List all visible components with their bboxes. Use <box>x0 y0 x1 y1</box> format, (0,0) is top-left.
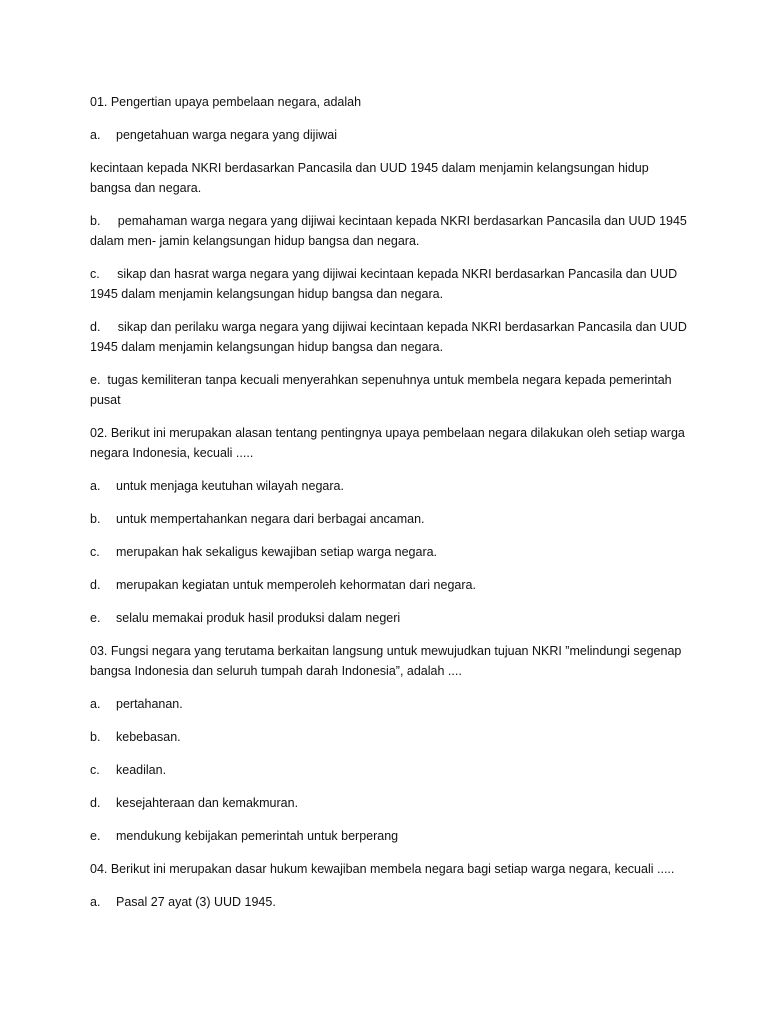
document-page <box>90 92 690 925</box>
option-label: c. <box>90 763 100 777</box>
option-text: mendukung kebijakan pemerintah untuk berperang <box>116 829 399 843</box>
option-label: b. <box>90 730 101 744</box>
question-1-option-e: e. tugas kemiliteran tanpa kecuali menyerahkan sepenuhnya untuk membela negara kepada pemerintah pusat <box>90 373 676 407</box>
option-label: a. <box>90 895 101 909</box>
option-label: e. <box>90 829 101 843</box>
option-label: c. <box>90 545 100 559</box>
question-3-option-b <box>90 727 690 747</box>
option-label: d. <box>90 578 101 592</box>
option-text: selalu memakai produk hasil produksi dalam negeri <box>116 611 401 625</box>
option-text: pengetahuan warga negara yang dijiwai <box>116 128 337 142</box>
question-1-option-a <box>90 125 690 145</box>
option-text: merupakan kegiatan untuk memperoleh kehormatan dari negara. <box>116 578 476 592</box>
option-label: d. <box>90 796 101 810</box>
question-1-option-b: b. pemahaman warga negara yang dijiwai kecintaan kepada NKRI berdasarkan Pancasila dan UUD 1945 dalam men- jamin kelangsungan hidup bangsa dan negara. <box>90 214 691 248</box>
option-text: untuk menjaga keutuhan wilayah negara. <box>116 479 344 493</box>
question-3-option-c <box>90 760 690 780</box>
question-3-stem: 03. Fungsi negara yang terutama berkaitan langsung untuk mewujudkan tujuan NKRI ”melindungi segenap bangsa Indonesia dan seluruh tumpah darah Indonesia”, adalah .... <box>90 644 682 678</box>
question-1-stem: 01. Pengertian upaya pembelaan negara, adalah <box>90 95 362 109</box>
question-2-stem: 02. Berikut ini merupakan alasan tentang pentingnya upaya pembelaan negara dilakukan oleh setiap warga negara Indonesia, kecuali ..... <box>90 426 685 460</box>
option-label: a. <box>90 697 101 711</box>
question-4-stem: 04. Berikut ini merupakan dasar hukum kewajiban membela negara bagi setiap warga negara, kecuali ..... <box>90 862 675 876</box>
option-label: e. <box>90 611 101 625</box>
question-3-option-e <box>90 826 690 846</box>
question-2-option-b <box>90 509 690 529</box>
option-text: Pasal 27 ayat (3) UUD 1945. <box>116 895 276 909</box>
option-label: a. <box>90 479 101 493</box>
question-3-option-a <box>90 694 690 714</box>
option-text: kebebasan. <box>116 730 181 744</box>
question-2-option-e <box>90 608 690 628</box>
question-1-option-d: d. sikap dan perilaku warga negara yang dijiwai kecintaan kepada NKRI berdasarkan Pancasila dan UUD 1945 dalam menjamin kelangsungan hidup bangsa dan negara. <box>90 320 691 354</box>
question-2-option-d <box>90 575 690 595</box>
option-text: kesejahteraan dan kemakmuran. <box>116 796 299 810</box>
option-text: merupakan hak sekaligus kewajiban setiap warga negara. <box>116 545 438 559</box>
option-text: untuk mempertahankan negara dari berbagai ancaman. <box>116 512 425 526</box>
option-text: pertahanan. <box>116 697 183 711</box>
question-2-option-c <box>90 542 690 562</box>
question-1-option-a-continuation: kecintaan kepada NKRI berdasarkan Pancasila dan UUD 1945 dalam menjamin kelangsungan hidup bangsa dan negara. <box>90 161 649 195</box>
question-3-option-d <box>90 793 690 813</box>
option-text: keadilan. <box>116 763 167 777</box>
option-label: b. <box>90 512 101 526</box>
question-1-option-c: c. sikap dan hasrat warga negara yang dijiwai kecintaan kepada NKRI berdasarkan Pancasila dan UUD 1945 dalam menjamin kelangsungan hidup bangsa dan negara. <box>90 267 681 301</box>
question-4-option-a <box>90 892 690 912</box>
question-2-option-a <box>90 476 690 496</box>
option-label: a. <box>90 128 101 142</box>
